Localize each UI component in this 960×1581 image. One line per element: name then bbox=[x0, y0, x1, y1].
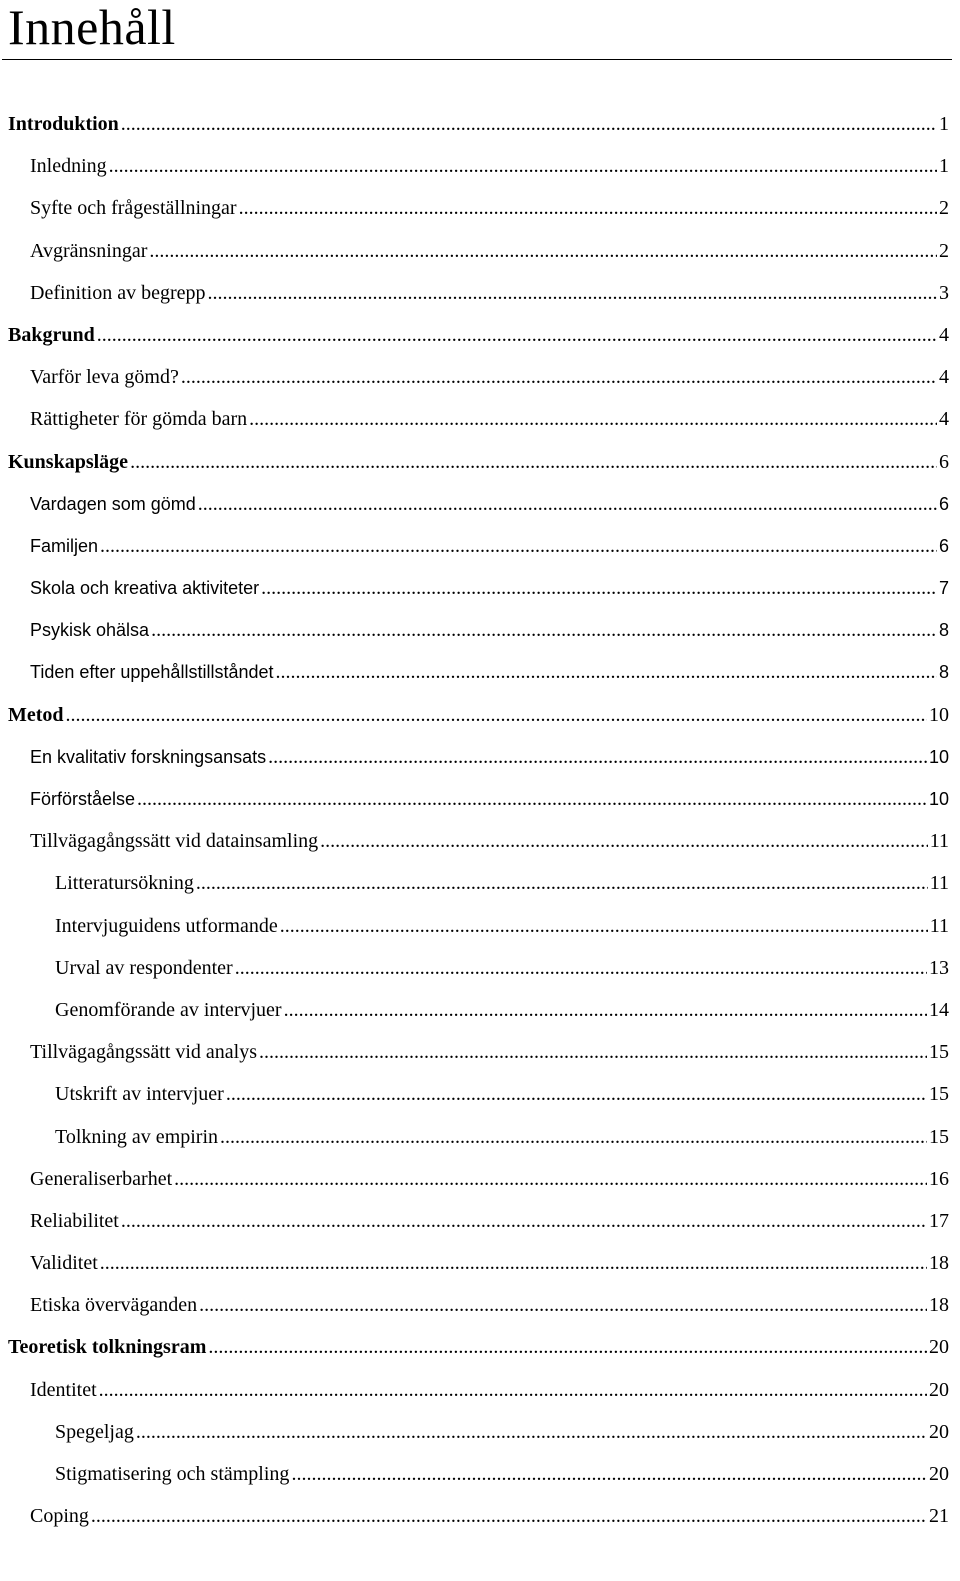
toc-entry-label: En kvalitativ forskningsansats bbox=[30, 746, 267, 767]
dot-leader bbox=[121, 1200, 927, 1242]
toc-entry-genomforande[interactable] bbox=[0, 989, 960, 1031]
toc-entry-validitet[interactable] bbox=[0, 1242, 960, 1284]
dot-leader bbox=[239, 187, 937, 229]
toc-entry-page: 6 bbox=[939, 450, 949, 473]
toc-entry-page: 15 bbox=[929, 1083, 949, 1106]
toc-entry-label: Genomförande av intervjuer bbox=[55, 998, 282, 1021]
toc-entry-label: Tillvägagångssätt vid analys bbox=[30, 1041, 258, 1064]
toc-entry-page: 4 bbox=[939, 408, 949, 431]
toc-entry-label: Stigmatisering och stämpling bbox=[55, 1463, 290, 1485]
toc-entry-page: 4 bbox=[939, 323, 949, 346]
toc-entry-forforstaelse[interactable] bbox=[0, 778, 960, 820]
toc-entry-bakgrund[interactable] bbox=[0, 314, 960, 356]
toc-entry-avgransningar[interactable] bbox=[0, 230, 960, 272]
toc-entry-label: Skola och kreativa aktiviteter bbox=[30, 578, 260, 599]
toc-entry-label: Identitet bbox=[30, 1378, 97, 1401]
dot-leader bbox=[181, 356, 937, 398]
toc-entry-label: Varför leva gömd? bbox=[30, 366, 179, 389]
dot-leader bbox=[261, 567, 937, 609]
toc-entry-label: Definition av begrepp bbox=[30, 281, 206, 304]
dot-leader bbox=[220, 1116, 927, 1158]
toc-entry-page: 2 bbox=[939, 239, 949, 262]
dot-leader bbox=[66, 694, 927, 736]
toc-entry-page: 1 bbox=[939, 113, 949, 135]
toc-entry-label: Introduktion bbox=[8, 113, 119, 135]
dot-leader bbox=[196, 862, 928, 904]
toc-entry-definition[interactable] bbox=[0, 272, 960, 314]
toc-entry-label: Tillvägagångssätt vid datainsamling bbox=[30, 830, 319, 853]
dot-leader bbox=[137, 778, 927, 820]
toc-entry-introduktion[interactable] bbox=[0, 103, 960, 145]
dot-leader bbox=[226, 1073, 927, 1115]
dot-leader bbox=[198, 483, 937, 525]
table-of-contents bbox=[0, 103, 960, 1537]
toc-entry-page: 14 bbox=[929, 998, 949, 1021]
toc-entry-label: Förförståelse bbox=[30, 789, 136, 809]
toc-entry-label: Litteratursökning bbox=[55, 872, 194, 895]
page-title: Innehåll bbox=[8, 0, 176, 55]
dot-leader bbox=[136, 1411, 927, 1453]
dot-leader bbox=[109, 145, 937, 187]
toc-entry-page: 17 bbox=[929, 1209, 949, 1232]
toc-entry-label: Generaliserbarhet bbox=[30, 1167, 173, 1190]
toc-entry-spegeljag[interactable] bbox=[0, 1411, 960, 1453]
toc-entry-label: Utskrift av intervjuer bbox=[55, 1083, 224, 1106]
dot-leader bbox=[291, 1453, 927, 1495]
toc-entry-identitet[interactable] bbox=[0, 1369, 960, 1411]
toc-entry-label: Etiska överväganden bbox=[30, 1294, 198, 1317]
toc-entry-metod[interactable] bbox=[0, 694, 960, 736]
toc-entry-kunskapslage[interactable] bbox=[0, 441, 960, 483]
dot-leader bbox=[100, 525, 937, 567]
toc-entry-label: Urval av respondenter bbox=[55, 956, 233, 979]
title-rule bbox=[2, 59, 952, 60]
dot-leader bbox=[121, 103, 937, 145]
toc-entry-vardagen[interactable] bbox=[0, 483, 960, 525]
toc-entry-utskrift[interactable] bbox=[0, 1073, 960, 1115]
toc-entry-etiska[interactable] bbox=[0, 1284, 960, 1326]
toc-entry-page: 11 bbox=[929, 914, 949, 937]
toc-entry-page: 11 bbox=[929, 872, 949, 895]
dot-leader bbox=[275, 651, 937, 693]
toc-entry-label: Bakgrund bbox=[8, 323, 95, 346]
toc-entry-label: Teoretisk tolkningsram bbox=[8, 1336, 207, 1359]
dot-leader bbox=[320, 820, 928, 862]
toc-entry-label: Avgränsningar bbox=[30, 239, 148, 262]
toc-entry-label: Tiden efter uppehållstillståndet bbox=[30, 662, 274, 683]
toc-entry-page: 2 bbox=[939, 197, 949, 220]
toc-entry-inledning[interactable] bbox=[0, 145, 960, 187]
toc-entry-page: 10 bbox=[928, 789, 949, 809]
toc-entry-label: Tolkning av empirin bbox=[55, 1125, 219, 1148]
dot-leader bbox=[280, 905, 928, 947]
toc-entry-page: 1 bbox=[939, 155, 949, 178]
dot-leader bbox=[130, 441, 937, 483]
dot-leader bbox=[151, 609, 937, 651]
toc-entry-page: 15 bbox=[929, 1041, 949, 1064]
toc-entry-page: 10 bbox=[929, 703, 949, 726]
toc-entry-coping[interactable] bbox=[0, 1495, 960, 1537]
toc-entry-page: 18 bbox=[929, 1252, 949, 1275]
dot-leader bbox=[91, 1495, 927, 1537]
dot-leader bbox=[100, 1242, 927, 1284]
toc-entry-page: 11 bbox=[929, 830, 949, 853]
toc-entry-label: Familjen bbox=[30, 535, 99, 556]
dot-leader bbox=[208, 272, 938, 314]
toc-entry-skola[interactable] bbox=[0, 567, 960, 609]
dot-leader bbox=[149, 230, 937, 272]
toc-entry-page: 4 bbox=[939, 366, 949, 389]
toc-entry-page: 20 bbox=[929, 1378, 949, 1401]
toc-entry-label: Inledning bbox=[30, 155, 107, 178]
toc-entry-litteratursokning[interactable] bbox=[0, 862, 960, 904]
dot-leader bbox=[199, 1284, 927, 1326]
toc-entry-page: 10 bbox=[928, 746, 949, 767]
toc-entry-label: Syfte och frågeställningar bbox=[30, 197, 237, 220]
toc-entry-page: 6 bbox=[938, 535, 949, 556]
dot-leader bbox=[208, 1326, 927, 1368]
toc-entry-stigmatisering[interactable] bbox=[0, 1453, 960, 1495]
toc-entry-tiden-efter[interactable] bbox=[0, 651, 960, 693]
dot-leader bbox=[235, 947, 927, 989]
dot-leader bbox=[268, 736, 927, 778]
toc-entry-label: Metod bbox=[8, 703, 64, 726]
toc-entry-label: Psykisk ohälsa bbox=[30, 620, 150, 641]
toc-entry-label: Kunskapsläge bbox=[8, 450, 129, 473]
toc-entry-tolkning[interactable] bbox=[0, 1116, 960, 1158]
toc-entry-page: 15 bbox=[929, 1125, 949, 1148]
dot-leader bbox=[249, 398, 937, 440]
toc-entry-syfte[interactable] bbox=[0, 187, 960, 229]
toc-entry-generaliserbarhet[interactable] bbox=[0, 1158, 960, 1200]
dot-leader bbox=[97, 314, 937, 356]
toc-entry-psykisk-ohalsa[interactable] bbox=[0, 609, 960, 651]
dot-leader bbox=[284, 989, 927, 1031]
dot-leader bbox=[99, 1369, 927, 1411]
dot-leader bbox=[174, 1158, 927, 1200]
toc-entry-label: Rättigheter för gömda barn bbox=[30, 408, 248, 431]
toc-entry-page: 20 bbox=[929, 1420, 949, 1443]
toc-entry-label: Intervjuguidens utformande bbox=[55, 914, 278, 937]
toc-entry-label: Validitet bbox=[30, 1252, 98, 1275]
toc-entry-page: 20 bbox=[929, 1463, 949, 1485]
toc-entry-teoretisk[interactable] bbox=[0, 1326, 960, 1368]
toc-entry-page: 13 bbox=[929, 956, 949, 979]
toc-entry-label: Vardagen som gömd bbox=[30, 493, 196, 514]
toc-entry-analys[interactable] bbox=[0, 1031, 960, 1073]
toc-entry-page: 6 bbox=[938, 493, 949, 514]
toc-entry-page: 21 bbox=[929, 1505, 949, 1528]
toc-entry-page: 16 bbox=[929, 1167, 949, 1190]
dot-leader bbox=[259, 1031, 927, 1073]
toc-entry-page: 8 bbox=[938, 620, 949, 641]
toc-entry-familjen[interactable] bbox=[0, 525, 960, 567]
toc-entry-datainsamling[interactable] bbox=[0, 820, 960, 862]
toc-entry-intervjuguiden[interactable] bbox=[0, 905, 960, 947]
toc-entry-varfor-leva-gomd[interactable] bbox=[0, 356, 960, 398]
toc-entry-page: 20 bbox=[929, 1336, 949, 1359]
toc-entry-label: Spegeljag bbox=[55, 1420, 134, 1443]
toc-entry-page: 3 bbox=[939, 281, 949, 304]
toc-entry-page: 8 bbox=[938, 662, 949, 683]
toc-entry-page: 7 bbox=[938, 578, 949, 599]
toc-entry-reliabilitet[interactable] bbox=[0, 1200, 960, 1242]
toc-entry-page: 18 bbox=[929, 1294, 949, 1317]
toc-entry-label: Reliabilitet bbox=[30, 1209, 119, 1232]
toc-entry-rattigheter[interactable] bbox=[0, 398, 960, 440]
toc-entry-kvalitativ[interactable] bbox=[0, 736, 960, 778]
toc-entry-label: Coping bbox=[30, 1505, 89, 1528]
toc-entry-urval[interactable] bbox=[0, 947, 960, 989]
